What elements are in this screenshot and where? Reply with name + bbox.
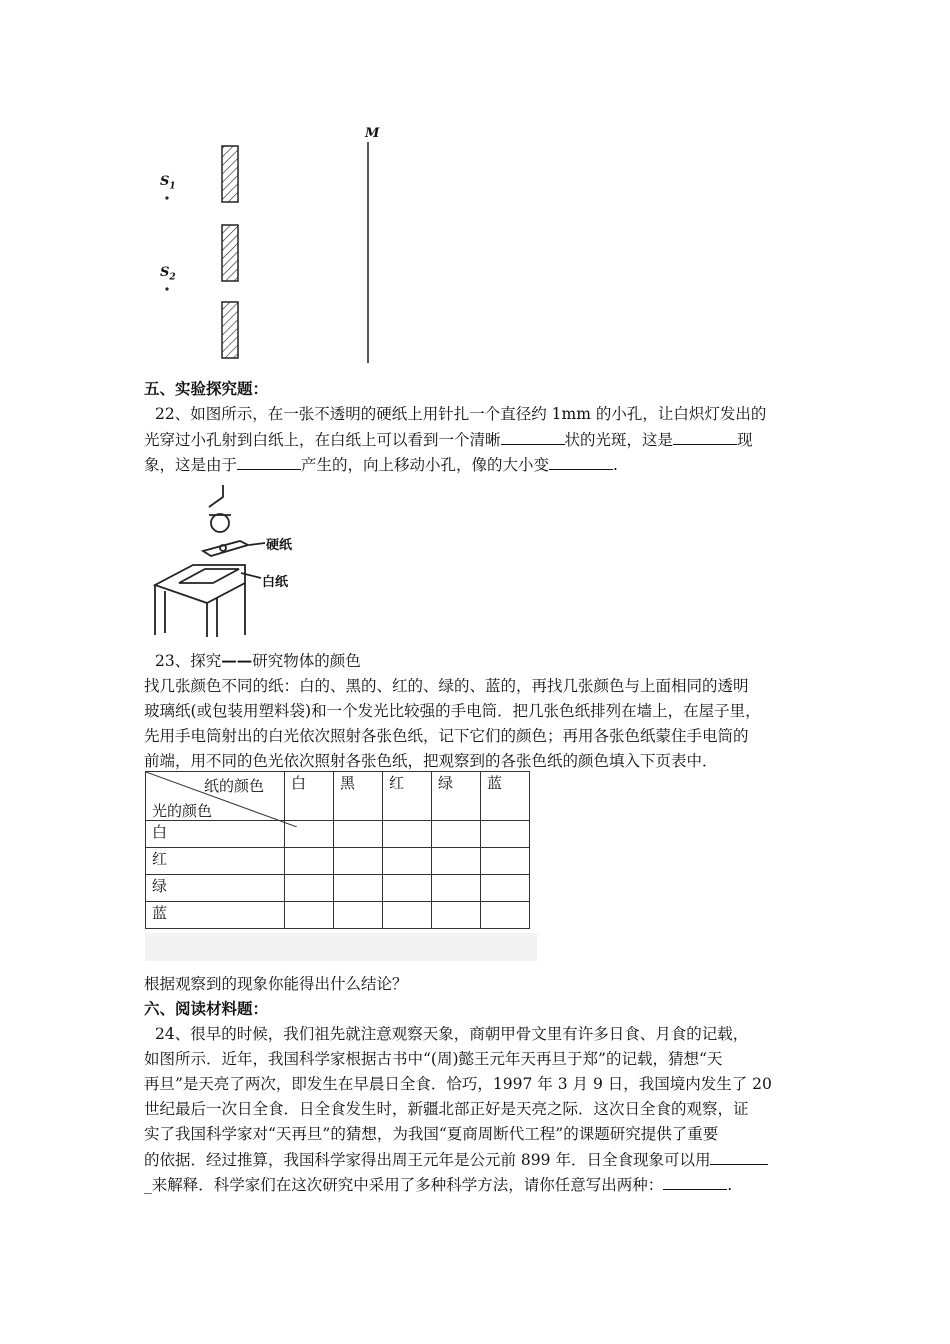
row-header: 红 bbox=[146, 848, 285, 875]
q24-line-5: 实了我国科学家对“天再旦”的猜想，为我国“夏商周断代工程”的课题研究提供了重要 bbox=[144, 1125, 719, 1143]
table-shadow bbox=[145, 933, 537, 961]
column-header: 绿 bbox=[432, 772, 481, 821]
lamp-bulb bbox=[211, 514, 229, 532]
table-row bbox=[146, 848, 530, 875]
table-cell[interactable] bbox=[383, 875, 432, 902]
section-6-heading: 六、阅读材料题： bbox=[144, 999, 269, 1018]
label-card: 硬纸 bbox=[266, 538, 293, 553]
q24-line-7: _来解释．科学家们在这次研究中采用了多种科学方法，请你任意写出两种： . bbox=[144, 1171, 824, 1198]
color-table bbox=[145, 771, 530, 929]
column-header: 红 bbox=[383, 772, 432, 821]
q22-blank-3[interactable] bbox=[237, 451, 301, 470]
lamp-cord bbox=[209, 485, 223, 507]
column-header: 白 bbox=[285, 772, 334, 821]
table-diagonal-header bbox=[146, 772, 285, 821]
label-s1: $S_1$ bbox=[160, 174, 176, 192]
q24-line-2: 如图所示．近年，我国科学家根据古书中“(周)懿王元年天再旦于郑”的记载，猜想“天 bbox=[144, 1050, 723, 1068]
section-5-heading: 五、实验探究题： bbox=[144, 379, 269, 398]
table-cell[interactable] bbox=[432, 902, 481, 929]
q23-conclusion-question: 根据观察到的现象你能得出什么结论？ bbox=[144, 975, 408, 993]
table-cell[interactable] bbox=[432, 875, 481, 902]
table-cell[interactable] bbox=[334, 821, 383, 848]
table-row bbox=[146, 875, 530, 902]
q22-blank-4[interactable] bbox=[549, 451, 613, 470]
source-s1-point bbox=[165, 196, 168, 199]
q22-blank-2[interactable] bbox=[673, 426, 737, 445]
q23-line-3: 先用手电筒射出的白光依次照射各张色纸，记下它们的颜色；再用各张色纸蒙住手电筒的 bbox=[144, 727, 749, 745]
q22-line-2: 光穿过小孔射到白纸上，在白纸上可以看到一个清晰 状的光斑，这是 现 bbox=[144, 426, 824, 453]
paper-pointer bbox=[241, 573, 261, 578]
q23-line-4: 前端，用不同的色光依次照射各张色纸，把观察到的各张色纸的颜色填入下页表中． bbox=[144, 752, 718, 770]
q23-title: 23、探究——研究物体的颜色 bbox=[155, 651, 361, 670]
white-paper bbox=[179, 569, 239, 583]
header-light-color: 光的颜色 bbox=[152, 802, 213, 820]
label-m: M bbox=[365, 126, 380, 141]
card-pointer bbox=[249, 543, 265, 545]
barrier-middle bbox=[222, 225, 238, 281]
column-header: 黑 bbox=[334, 772, 383, 821]
table-cell[interactable] bbox=[334, 875, 383, 902]
table-cell[interactable] bbox=[481, 902, 530, 929]
q24-line-6: 的依据．经过推算，我国科学家得出周王元年是公元前 899 年．日全食现象可以用 bbox=[144, 1146, 824, 1173]
table-cell[interactable] bbox=[285, 902, 334, 929]
q22-line-3: 象，这是由于 产生的，向上移动小孔，像的大小变 . bbox=[144, 451, 824, 478]
table-cell[interactable] bbox=[285, 848, 334, 875]
table-cell[interactable] bbox=[432, 848, 481, 875]
table-cell[interactable] bbox=[285, 875, 334, 902]
label-paper: 白纸 bbox=[262, 575, 289, 590]
slit-diagram bbox=[140, 120, 400, 370]
table-cell[interactable] bbox=[481, 848, 530, 875]
table-cell[interactable] bbox=[383, 821, 432, 848]
row-header: 白 bbox=[146, 821, 285, 848]
table-cell[interactable] bbox=[334, 902, 383, 929]
table-cell[interactable] bbox=[432, 821, 481, 848]
q24-line-4: 世纪最后一次日全食．日全食发生时，新疆北部正好是天亮之际．这次日全食的观察，证 bbox=[144, 1100, 749, 1118]
column-header: 蓝 bbox=[481, 772, 530, 821]
table-header-row bbox=[146, 772, 530, 821]
header-paper-color: 纸的颜色 bbox=[204, 777, 265, 795]
q23-line-1: 找几张颜色不同的纸：白的、黑的、红的、绿的、蓝的，再找几张颜色与上面相同的透明 bbox=[144, 677, 749, 695]
label-s2: $S_2$ bbox=[160, 265, 176, 283]
table-cell[interactable] bbox=[334, 848, 383, 875]
q22-line-1: 22、如图所示，在一张不透明的硬纸上用针扎一个直径约 1mm 的小孔，让白炽灯发出的 bbox=[155, 405, 767, 423]
table-cell[interactable] bbox=[481, 875, 530, 902]
q24-line-1: 24、很早的时候，我们祖先就注意观察天象，商朝甲骨文里有许多日食、月食的记载， bbox=[155, 1025, 749, 1043]
q24-line-3: 再旦”是天亮了两次，即发生在早晨日全食．恰巧，1997 年 3 月 9 日，我国境内发生了 20 bbox=[144, 1075, 772, 1093]
table-row bbox=[146, 902, 530, 929]
pinhole-diagram bbox=[145, 485, 305, 640]
table-cell[interactable] bbox=[383, 848, 432, 875]
q22-blank-1[interactable] bbox=[501, 426, 565, 445]
q23-line-2: 玻璃纸(或包装用塑料袋)和一个发光比较强的手电筒．把几张色纸排列在墙上，在屋子里， bbox=[144, 702, 761, 720]
source-s2-point bbox=[165, 287, 168, 290]
table-cell[interactable] bbox=[383, 902, 432, 929]
table-cell[interactable] bbox=[481, 821, 530, 848]
barrier-top bbox=[222, 146, 238, 202]
q24-blank-1[interactable] bbox=[710, 1146, 768, 1165]
q24-blank-2[interactable] bbox=[663, 1171, 727, 1190]
barrier-bottom bbox=[222, 302, 238, 358]
row-header: 蓝 bbox=[146, 902, 285, 929]
row-header: 绿 bbox=[146, 875, 285, 902]
